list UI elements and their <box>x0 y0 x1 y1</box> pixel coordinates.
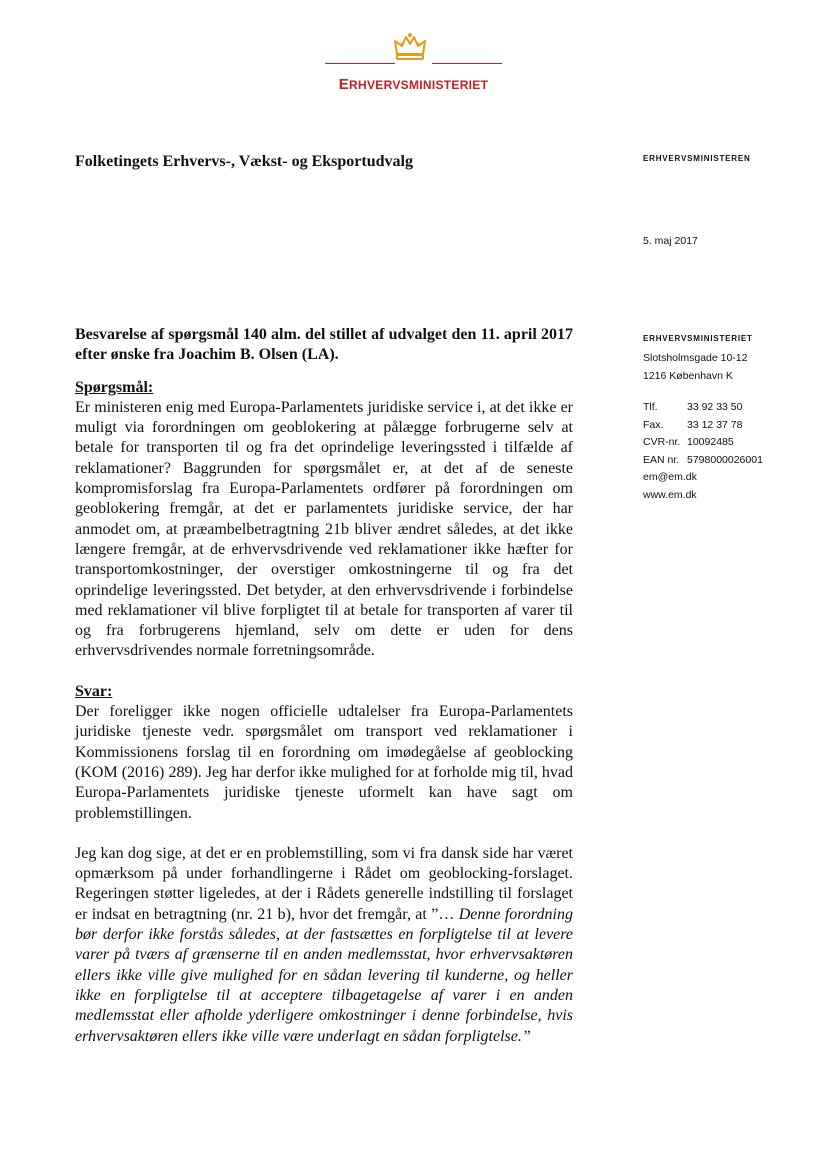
contact-value: 10092485 <box>687 436 734 448</box>
contact-label: CVR-nr. <box>643 436 681 448</box>
ministry-contact-block <box>643 333 803 504</box>
contact-label: Fax. <box>643 418 664 431</box>
contact-value: 5798000026001 <box>687 453 763 466</box>
contact-phone <box>643 399 803 417</box>
question-text: Er ministeren enig med Europa-Parlamentets juridiske service i, at det ikke er muligt via forordningen om geoblokering at pålægge forbrugerne selv at betale for transporten til og fra det oprindelige leveringssted i tilfælde af reklamationer? Baggrunden for spørgsmålet er, at det af de seneste kompromisforslag fra Europa-Parlamentets ordfører på forordningen om geoblokering fremgår, at det er parlamentets juridiske service, der har anmodet om, at præambelbetragtning 21b bliver ændret således, at det ikke længere fremgår, at de erhvervsdrivende ved reklamationer ikke hæfter for transportomkostninger, der overstiger omkostningerne til og fra det oprindelige leveringssted. Det betyder, at den erhvervsdrivende i forbindelse med reklamationer vil blive forpligtet til at betale for transporten af varer til og fra forbrugerens hjemland, selv om dette er uden for dens erhvervsdrivendes normale forretningsområde. <box>75 398 573 660</box>
logo-divider-right <box>432 63 502 64</box>
contact-value: 33 92 33 50 <box>687 401 743 413</box>
sender-label: ERHVERVSMINISTEREN <box>643 154 751 163</box>
letter-title: Besvarelse af spørgsmål 140 alm. del stillet af udvalget den 11. april 2017 efter ønske fra Joachim B. Olsen (LA). <box>75 326 573 364</box>
answer-paragraph-2-text: Jeg kan dog sige, at det er en problemstilling, som vi fra dansk side har været opmærksom på under forhandlingerne i Rådet om geoblocking-forslaget. Regeringen støtter ligeledes, at der i Rådets generelle indstilling til forslaget er indsat en betragtning (nr. 21 b), hvor det fremgår, at ”… <box>75 844 573 923</box>
ministry-label: ERHVERVSMINISTERIET <box>643 334 753 343</box>
letter-date: 5. maj 2017 <box>643 235 698 247</box>
contact-ean <box>643 452 803 470</box>
answer-paragraph-2-quote: Denne forordning bør derfor ikke forstås således, at der fastsættes en forpligtelse til at levere varer på tværs af grænserne til en anden medlemsstat, hvor erhvervsaktøren ellers ikke ville give mulighed for en sådan levering til kunderne, og heller ikke en forpligtelse til at acceptere tilbagetagelse af varer i en anden medlemsstat eller afholde yderligere omkostninger i denne forbindelse, hvis erhvervsaktøren ellers ikke ville være underlagt en sådan forpligtelse.” <box>75 905 574 1045</box>
address-city: 1216 København K <box>643 369 733 382</box>
address-street: Slotsholmsgade 10-12 <box>643 352 748 364</box>
answer-heading: Svar: <box>75 682 113 700</box>
crown-icon <box>393 32 427 62</box>
contact-value: 33 12 37 78 <box>687 418 743 431</box>
contact-cvr <box>643 434 803 452</box>
logo-divider-left <box>325 63 395 64</box>
recipient: Folketingets Erhvervs-, Vækst- og Eksportudvalg <box>75 153 413 170</box>
answer-paragraph-1: Der foreligger ikke nogen officielle udtalelser fra Europa-Parlamentets juridiske tjeneste vedr. spørgsmålet om transport ved reklamationer i Kommissionens forslag til en forordning om imødegåelse af geoblocking (KOM (2016) 289). Jeg har derfor ikke mulighed for at forholde mig til, hvad Europa-Parlamentets juridiske tjeneste uformelt kan have sagt om problemstillingen. <box>75 703 573 822</box>
contact-label: Tlf. <box>643 401 658 413</box>
answer-paragraph-2 <box>75 844 573 1047</box>
contact-label: EAN nr. <box>643 453 680 466</box>
logo-wordmark-initial: E <box>338 76 350 93</box>
contact-fax <box>643 417 803 435</box>
logo-wordmark <box>0 76 827 94</box>
logo-wordmark-rest: RHVERVSMINISTERIET <box>349 78 489 92</box>
contact-email[interactable]: em@em.dk <box>643 471 697 483</box>
contact-website[interactable]: www.em.dk <box>643 488 697 501</box>
question-heading: Spørgsmål: <box>75 378 154 396</box>
letter-body <box>75 325 573 1047</box>
ministry-logo <box>0 30 827 100</box>
